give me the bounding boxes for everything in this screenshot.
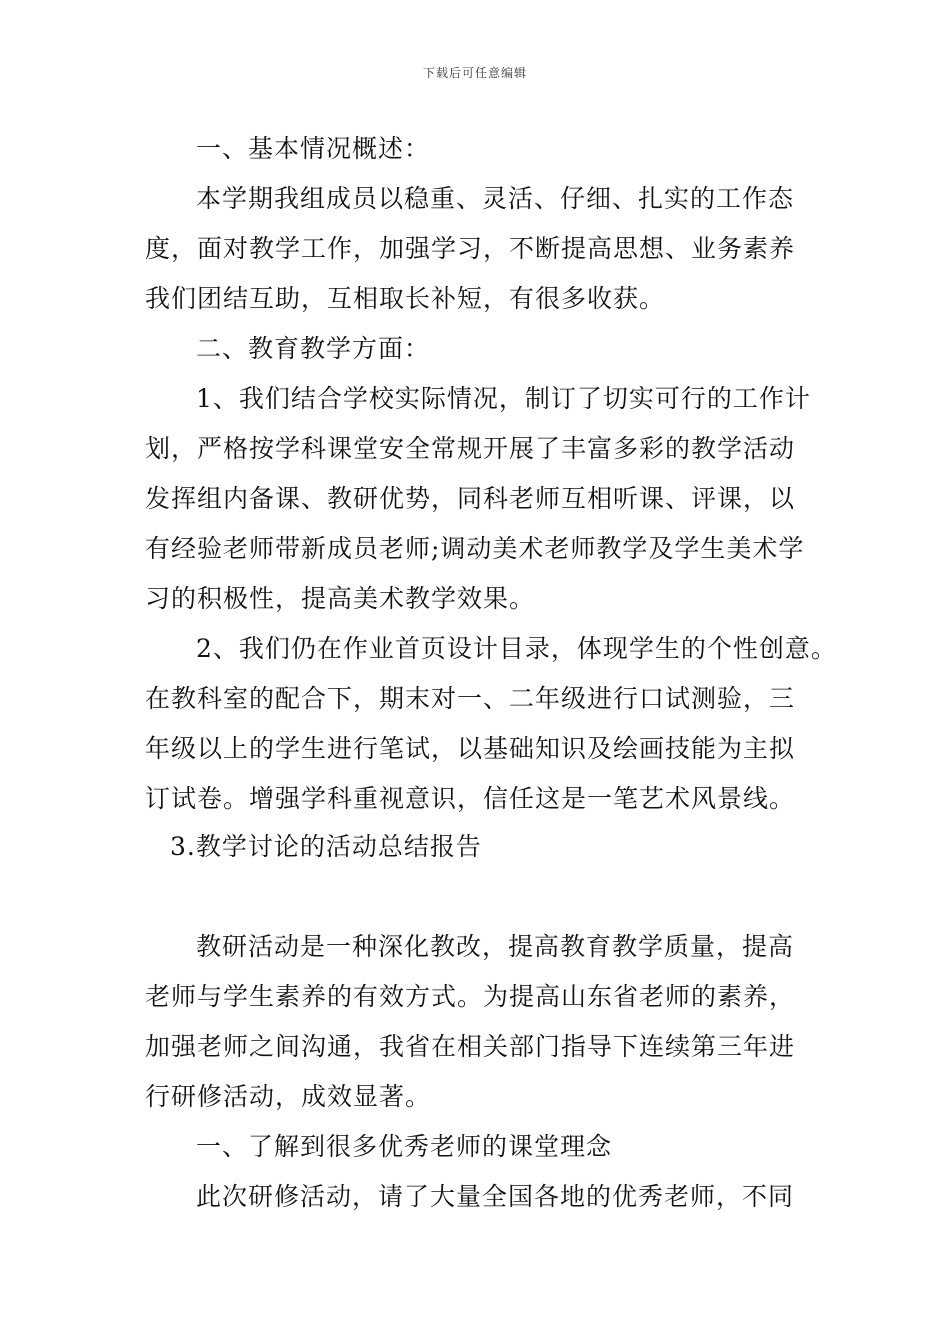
- page-header-note: 下载后可任意编辑: [422, 66, 527, 80]
- section-heading-teaching: 二、教育教学方面：: [196, 334, 431, 363]
- article-title: 3.教学讨论的活动总结报告: [170, 832, 482, 861]
- section-heading-teachers: 一、了解到很多优秀老师的课堂理念: [196, 1132, 613, 1161]
- paragraph-line: 订试卷。增强学科重视意识，信任这是一笔艺术风景线。: [145, 784, 796, 813]
- paragraph-line: 老师与学生素养的有效方式。为提高山东省老师的素养，: [145, 982, 796, 1011]
- paragraph-line: 习的积极性，提高美术教学效果。: [145, 584, 536, 613]
- paragraph-line: 2、我们仍在作业首页设计目录，体现学生的个性创意。: [196, 634, 837, 663]
- paragraph-line: 度，面对教学工作，加强学习，不断提高思想、业务素养: [145, 234, 796, 263]
- paragraph-line: 1、我们结合学校实际情况，制订了切实可行的工作计: [196, 384, 811, 413]
- paragraph-line: 我们团结互助，互相取长补短，有很多收获。: [145, 284, 666, 313]
- paragraph-line: 此次研修活动，请了大量全国各地的优秀老师，不同: [196, 1182, 795, 1211]
- section-heading-overview: 一、基本情况概述：: [196, 134, 431, 163]
- paragraph-line: 教研活动是一种深化教改，提高教育教学质量，提高: [196, 932, 795, 961]
- paragraph-line: 行研修活动，成效显著。: [145, 1082, 432, 1111]
- paragraph-line: 加强老师之间沟通，我省在相关部门指导下连续第三年进: [145, 1032, 796, 1061]
- paragraph-line: 在教科室的配合下，期末对一、二年级进行口试测验，三: [145, 684, 796, 713]
- paragraph-line: 有经验老师带新成员老师;调动美术老师教学及学生美术学: [145, 534, 805, 563]
- paragraph-line: 本学期我组成员以稳重、灵活、仔细、扎实的工作态: [196, 184, 795, 213]
- paragraph-line: 发挥组内备课、教研优势，同科老师互相听课、评课，以: [145, 484, 796, 513]
- paragraph-line: 年级以上的学生进行笔试，以基础知识及绘画技能为主拟: [145, 734, 796, 763]
- paragraph-line: 划，严格按学科课堂安全常规开展了丰富多彩的教学活动: [145, 434, 796, 463]
